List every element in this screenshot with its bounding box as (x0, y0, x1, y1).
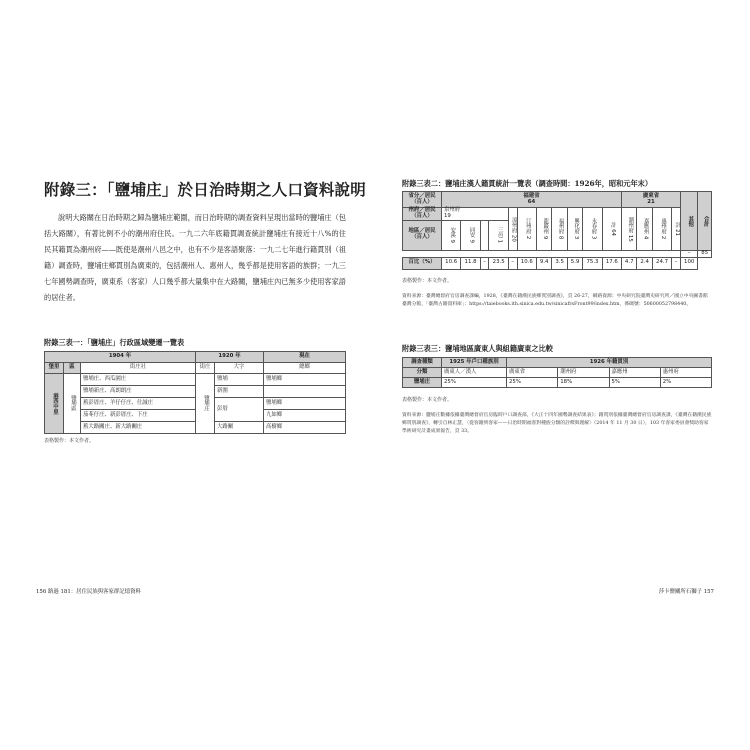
table2-header-fujian (442, 192, 622, 208)
table2-header-guangdong (622, 192, 681, 208)
table2-pref-value: 21 (674, 229, 681, 236)
table2-county-label: 同安 (468, 227, 475, 239)
table2-pref-chaozhou (622, 208, 637, 251)
table2-spacer (403, 250, 681, 257)
table2-quanzhou (442, 208, 509, 221)
table2-pref-longyan (536, 208, 551, 251)
table2-pref-yongchun (583, 208, 602, 251)
table2-pref-label: 汀州府 (524, 218, 531, 235)
table1-row-now: 高樹鄉 (264, 422, 346, 434)
table3-value: 5% (609, 378, 660, 388)
table3-group: 廣東省 (507, 368, 558, 378)
table2-pref-value: 4 (642, 236, 649, 240)
right-page (382, 150, 732, 610)
table1-row-now: 鹽埔鄉 (264, 374, 346, 386)
table1-header-now: 現在 (264, 352, 346, 363)
table3-group: 嘉應州 (609, 368, 660, 378)
table2-pref-label: 嘉應州 (642, 218, 649, 235)
table3-group: 惠州府 (660, 368, 711, 378)
table2-pref-value: 8 (557, 236, 564, 240)
table2-header-other: 其他 (681, 192, 698, 251)
table2-guangdong-count: 21 (647, 198, 655, 205)
table3-value: 18% (558, 378, 609, 388)
table2-pref-label: 計 (609, 221, 616, 228)
table2-quanzhou-count: 19 (444, 212, 451, 219)
table2-county-label: 安溪 (449, 227, 456, 239)
table2-header-pct: 百比（%） (403, 257, 442, 269)
table2-pref-label: 永春府 (590, 218, 597, 235)
table2-pref-jiaying (637, 208, 652, 251)
table2-pct: 9.4 (536, 257, 551, 269)
table2-pref-value: 9 (542, 236, 549, 240)
table2-source: 資料來源：臺灣總督府官房調查課編，1928，《臺灣在籍漢民族鄉貫別調查》，頁 26-27，網路資源：中央研究院臺灣史研究所／國立中央圖書館臺灣分館，「臺灣古籍資料庫」：https://taiebooks.ith.sinica.edu.tw/sinicafrsFront99/index.htm，係碼號：50600052798440。 (402, 294, 708, 307)
table3-header-1926: 1926 年籍貫別 (507, 358, 712, 368)
table1-header-cunli: 總鄉 (264, 363, 346, 374)
table2-pct: 75.3 (583, 257, 602, 269)
table2-pref-label: 惠州府 (660, 218, 667, 235)
table2-header-zhou: 州府／居民（百人） (403, 208, 442, 221)
table1-header-jiezhuang2: 街庄 (196, 363, 215, 374)
table3-note: 表格製作：本文作者。 (402, 397, 453, 403)
table1-bao-name: 港西中里 (45, 374, 64, 434)
table1-header-dazi: 大字 (215, 363, 264, 374)
table2-pct: 5.9 (567, 257, 582, 269)
table1-row-dazi: 大路關 (215, 422, 264, 434)
table2-pct: 4.7 (622, 257, 637, 269)
table2-other-value: – (681, 250, 698, 257)
table2-pct: 11.8 (461, 257, 480, 269)
table3-group: 廣東人／漢人 (442, 368, 507, 378)
table1-header-bao: 堡里 (45, 363, 64, 374)
table2-county-tongan (461, 220, 480, 250)
table3-value: 25% (442, 378, 507, 388)
table2-pref-zhangzhou (508, 208, 517, 251)
table1-row: 舊大路關庄、新大路關庄 (81, 422, 196, 434)
table2-pref-label: 興化府 (573, 218, 580, 235)
table2-pref-label: 福州府 (557, 218, 564, 235)
table2-pref-value: 20 (510, 234, 517, 242)
table2-pref-label: 漳州府 (510, 216, 517, 233)
table2-fujian-count: 64 (527, 198, 536, 205)
table2-header-county: 地區／居民（百人） (403, 220, 442, 250)
table1-title: 附錄三表一：「鹽埔庄」行政區域變遷一覽表 (44, 338, 185, 347)
table3-header-1925: 1925 年戶口種族別 (442, 358, 507, 368)
table2-pct: 10.6 (517, 257, 536, 269)
table3-value: 2% (660, 378, 711, 388)
table2-pct: 24.7 (652, 257, 671, 269)
table2-pct: 17.6 (602, 257, 621, 269)
table2-pref-fuzhou (552, 208, 567, 251)
table2-pct: 3.5 (552, 257, 567, 269)
table2-pref-tingzhou (517, 208, 536, 251)
appendix-title: 附錄三：「鹽埔庄」於日治時期之人口資料說明 (44, 180, 366, 199)
table1-row-now: 九如鄉 (264, 410, 346, 422)
table2-pref-value: 64 (609, 229, 616, 236)
table1-header-qu: 區 (64, 363, 81, 374)
table1-row-dazi: 新圍 (215, 386, 264, 398)
table2-pref-label: 潮州府 (627, 216, 634, 233)
table1-row: 鹽埔庄、西瓜園庄 (81, 374, 196, 386)
table2-pct: 10.6 (442, 257, 461, 269)
table2-county-blank (480, 220, 489, 250)
table2-county-sanyi (489, 220, 508, 250)
table2-pref-value: 3 (573, 236, 580, 240)
table2-county-value: 1 (496, 239, 503, 244)
table1 (44, 351, 346, 434)
table2-fujian-subtotal (602, 208, 621, 251)
table3 (402, 357, 712, 388)
table2-header-total: 合計 (698, 192, 712, 251)
table2-pref-value: 15 (627, 234, 634, 242)
table2-note: 表格製作：本文作者。 (402, 278, 453, 284)
table1-row-now (264, 386, 346, 398)
table2-county-value: 9 (449, 239, 456, 244)
left-page (18, 150, 366, 610)
table1-row-now: 鹽埔鄉 (264, 398, 346, 410)
table2-pref-value: 3 (590, 236, 597, 240)
table1-header-1904: 1904 年 (45, 352, 196, 363)
table1-row: 茄苳仔庄、新彭厝庄、下庄 (81, 410, 196, 422)
table3-header-group: 分類 (403, 368, 442, 378)
table2-pref-label: 計 (674, 221, 681, 228)
appendix-paragraph: 說明大路關在日治時期之歸為鹽埔庄範圍，而日治時期的調查資料呈現出當時的鹽埔庄（包括大路關），有著比例不小的潮州府住民。一九二六年底籍貫調查統計鹽埔庄有接近十八%的住民其籍貫為潮州府——既使是潮州八邑之中，也有不少是客語聚落：一九二七年進行籍貫別（祖籍）調查時，鹽埔庄鄉貫別為廣東的，包括潮州人、惠州人，幾乎都是使用客語的族群；一九三七年國勢調查時，廣東系（客家）人口幾乎都大量集中在大路關，鹽埔庄內已無多少使用客家語的居住者。 (44, 213, 346, 302)
table1-header-jiezhuang: 街庄社 (81, 363, 196, 374)
table2-quanzhou-label: 泉州府 (444, 207, 461, 213)
table2-pref-huizhou (652, 208, 671, 251)
table3-value: 25% (507, 378, 558, 388)
table2-title: 附錄三表二：鹽埔庄漢人籍貫統計一覽表（調查時間：1926年，昭和元年末） (402, 179, 653, 188)
table1-row-dazi: 彭厝 (215, 398, 264, 422)
table2-guangdong-subtotal (672, 208, 681, 251)
table2-pref-label: 龍巖州 (542, 218, 549, 235)
table1-row: 舊彭厝庄、羊仔仔庄、仕誠庄 (81, 398, 196, 410)
table2-pct: – (508, 257, 517, 269)
table2 (402, 191, 712, 270)
table3-row-label: 鹽埔庄 (403, 378, 442, 388)
table1-qu-name: 鹽埔區 (64, 374, 81, 434)
table1-jz2-name: 鹽埔庄 (196, 374, 215, 434)
table2-fujian-label: 福建省 (523, 192, 540, 199)
table3-title: 附錄三表三：鹽埔地區廣東人與組籍廣東之比較 (402, 344, 553, 353)
table2-pct: 100 (681, 257, 698, 269)
table2-pct: 23.5 (489, 257, 508, 269)
table2-pref-xinghua (567, 208, 582, 251)
left-footer: 156 路過 181：居住民族與客家群記憶資料 (36, 589, 141, 595)
table1-row: 鹽埔新庄、高朗朗庄 (81, 386, 196, 398)
right-footer: 莎卡鹽關所石獅子 157 (658, 589, 714, 595)
table2-county-anxi (442, 220, 461, 250)
table1-note: 表格製作：本文作者。 (44, 438, 95, 444)
table2-header-prov: 省分／居民（百人） (403, 192, 442, 208)
table2-pref-value: 2 (524, 236, 531, 240)
table2-pct: 2.4 (637, 257, 652, 269)
table2-county-value: 9 (468, 239, 475, 244)
table2-pct: – (672, 257, 681, 269)
table2-total-value: 85 (698, 250, 712, 257)
table2-pct: – (480, 257, 489, 269)
table2-pref-value: 2 (660, 236, 667, 240)
table2-county-label: 三邑 (496, 227, 503, 239)
table3-source: 資料來源：鹽埔庄數據依據臺灣總督府官房臨時戶口調查部，《大正十四年國勢調查結果表》；籍貫別依據臺灣總督府官房調查課，《臺灣在籍漢民族鄉貫別調查》，轉引自林正慧，〈從客籍到客家——日治時期福客對種族分類的詮釋與理解〉（2014 年 11 月 30 日），103 年客家委員會獎助客家學術研究計畫成果報告，頁 33。 (402, 413, 712, 434)
table2-guangdong-label: 廣東省 (642, 192, 660, 199)
appendix-body (44, 210, 346, 306)
table1-row-dazi: 鹽埔 (215, 374, 264, 386)
table3-group: 潮州府 (558, 368, 609, 378)
table3-header-kind: 調查種類 (403, 358, 442, 368)
table1-header-1920: 1920 年 (196, 352, 264, 363)
